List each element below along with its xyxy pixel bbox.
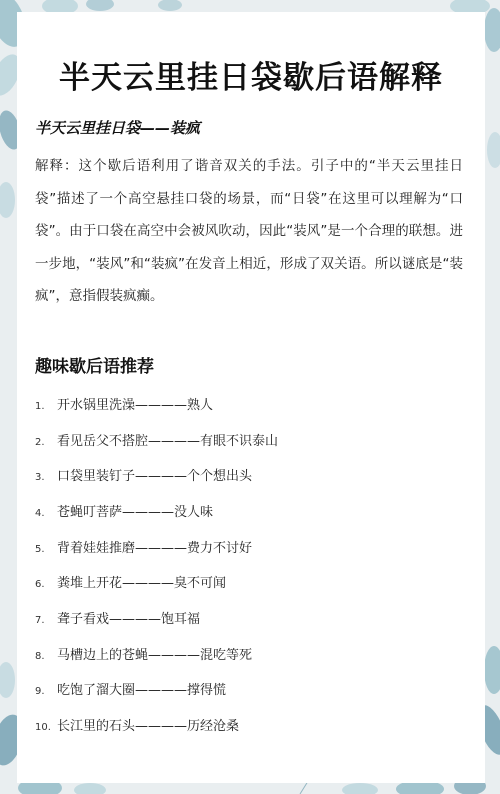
list-item-number: 3. xyxy=(35,472,45,483)
list-item-text: 吃饱了溜大圈————撑得慌 xyxy=(57,683,227,698)
list-item xyxy=(35,539,252,559)
list-item-text: 背着娃娃推磨————费力不讨好 xyxy=(57,541,253,556)
list-item-number: 2. xyxy=(35,437,45,448)
list-item xyxy=(35,610,200,630)
list-item xyxy=(35,574,226,594)
section-heading: 半天云里挂日袋——装疯 xyxy=(35,119,201,137)
content-card xyxy=(17,12,485,783)
list-item-number: 6. xyxy=(35,579,45,590)
list-item-number: 4. xyxy=(35,508,45,519)
list-item-text: 看见岳父不搭腔————有眼不识泰山 xyxy=(57,434,279,449)
list-item xyxy=(35,432,278,452)
list-item-text: 聋子看戏————饱耳福 xyxy=(57,612,201,627)
list-item xyxy=(35,717,239,737)
page-title: 半天云里挂日袋歇后语解释 xyxy=(59,60,443,96)
list-item-text: 开水锅里洗澡————熟人 xyxy=(57,398,214,413)
recommend-heading: 趣味歇后语推荐 xyxy=(35,357,154,377)
list-item xyxy=(35,467,252,487)
list-item-text: 口袋里装钉子————个个想出头 xyxy=(57,469,253,484)
list-item xyxy=(35,646,252,666)
list-item-number: 9. xyxy=(35,686,45,697)
list-item-number: 1. xyxy=(35,401,45,412)
list-item-text: 苍蝇叮菩萨————没人味 xyxy=(57,505,214,520)
list-item-number: 8. xyxy=(35,651,45,662)
list-item xyxy=(35,396,213,416)
list-item-text: 长江里的石头————历经沧桑 xyxy=(57,719,240,734)
explanation-text: 解释：这个歇后语利用了谐音双关的手法。引子中的“半天云里挂日袋”描述了一个高空悬挂口袋的场景，而“日袋”在这里可以理解为“口袋”。由于口袋在高空中会被风吹动，因此“装风”是一个合理的联想。进一步地，“装风”和“装疯”在发音上相近，形成了双关语。所以谜底是“装疯”，意指假装疯癫。 xyxy=(35,158,463,304)
list-item-number: 7. xyxy=(35,615,45,626)
list-item-number: 10. xyxy=(35,722,51,733)
list-item-number: 5. xyxy=(35,544,45,555)
list-item xyxy=(35,681,226,701)
list-item-text: 马槽边上的苍蝇————混吃等死 xyxy=(57,648,253,663)
list-item xyxy=(35,503,213,523)
list-item-text: 粪堆上开花————臭不可闻 xyxy=(57,576,227,591)
